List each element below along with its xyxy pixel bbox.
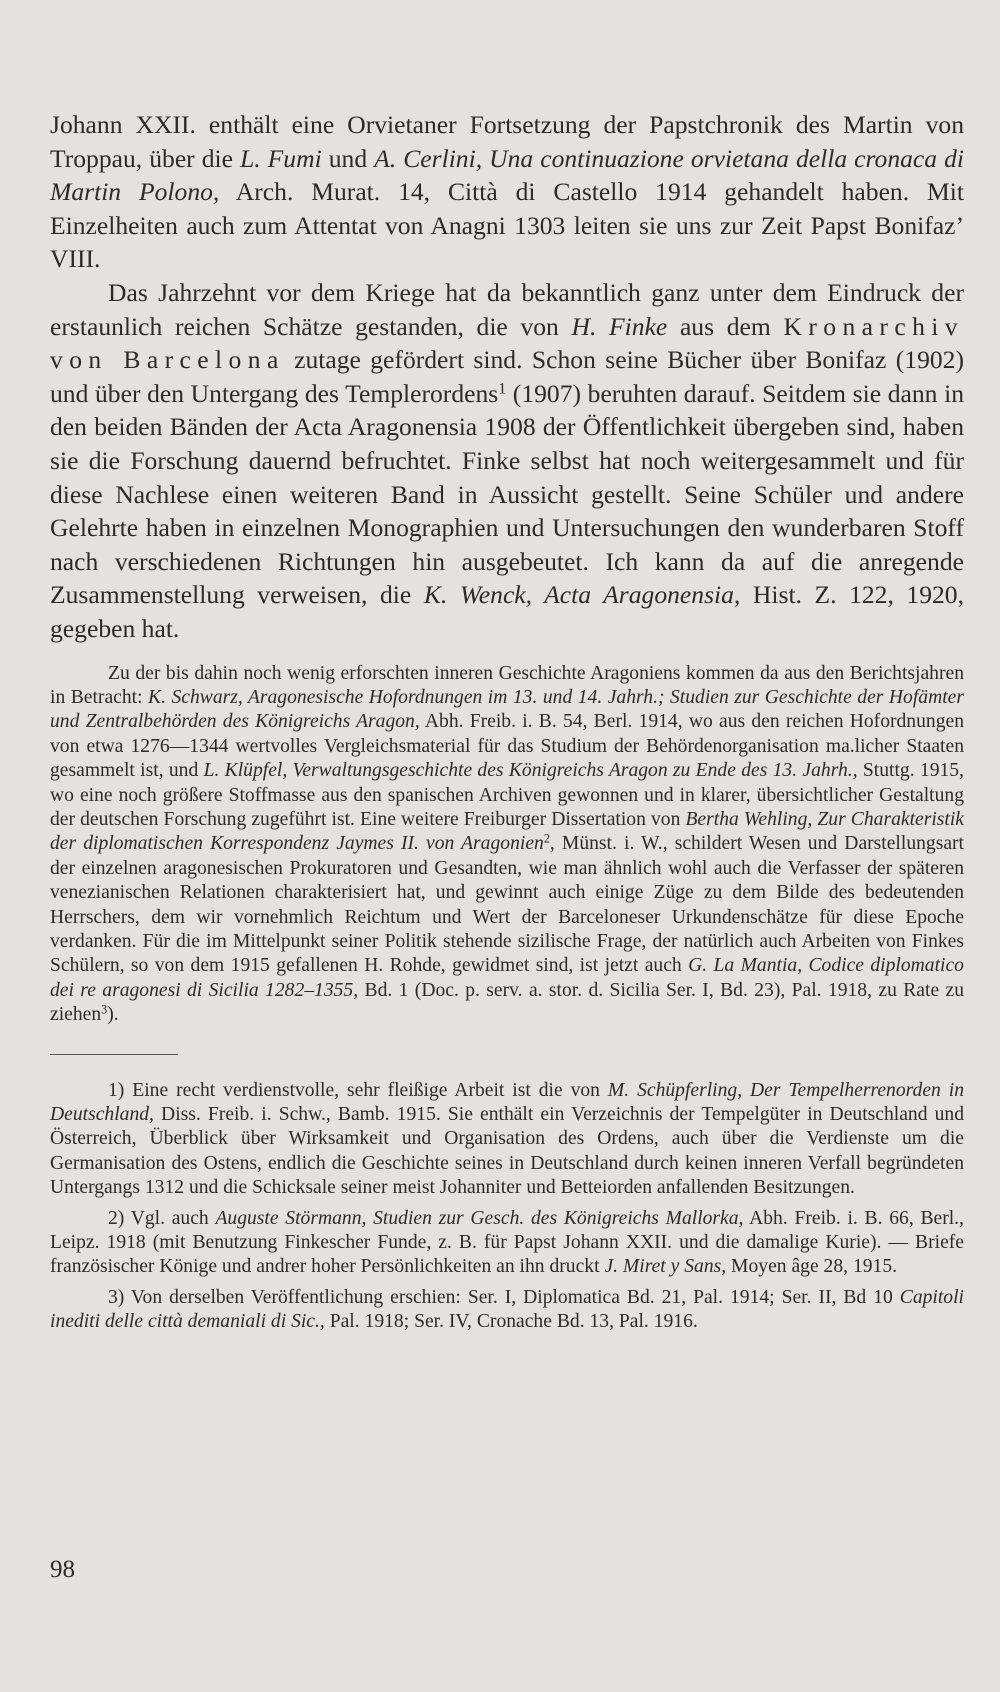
text-segment: Johann XXII. enthält eine Orvietaner Fortsetzung der Papstchronik des Martin von Troppau, über die: [50, 110, 964, 173]
text-segment: ).: [107, 1004, 119, 1026]
body-paragraph: [50, 276, 964, 646]
text-segment: Abh. Freib. i. B. 54, Berl. 1914, wo aus den reichen Hofordnungen von etwa 1276—1344 wertvolles Vergleichsmaterial für das Studium der Behördenorganisation ma.licher Staaten gesammelt ist, und: [50, 711, 964, 782]
footnote-reference: 3: [101, 1002, 108, 1017]
text-block: [50, 108, 964, 1335]
italic-text: Capitoli inediti delle città demaniali di Sic.,: [50, 1286, 964, 1333]
page-number: 98: [50, 1556, 75, 1583]
text-segment: Stuttg. 1915, wo eine noch größere Stoffmasse aus den spanischen Archiven gewonnen und in klarer, übersichtlicher Gestaltung der deutschen Forschung zugeführt ist. Eine weitere Freiburger Dissertation von: [50, 760, 964, 830]
text-segment: Bd. 1 (Doc. p. serv. a. stor. d. Sicilia Ser. I, Bd. 23), Pal. 1918, zu Rate zu ziehen: [50, 979, 964, 1026]
footnote: [50, 1079, 964, 1201]
text-segment: Pal. 1918; Ser. IV, Cronache Bd. 13, Pal. 1916.: [324, 1311, 698, 1333]
text-segment: (1907) beruhten darauf. Seitdem sie dann in den beiden Bänden der Acta Aragonensia 1908 der Öffentlichkeit übergeben sind, haben sie die Forschung dauernd befruchtet. Finke selbst hat noch weitergesammelt und für diese Nachlese einen weiteren Band in Aussicht gestellt. Seine Schüler und andere Gelehrte haben in einzelnen Monographien und Untersuchungen den wunderbaren Stoff nach verschiedenen Richtungen hin ausgebeutet. Ich kann da auf die anregende Zusammenstellung verweisen, die: [50, 378, 964, 610]
italic-text: K. Schwarz, Aragonesische Hofordnungen im 13. und 14. Jahrh.; Studien zur Geschichte der Hofämter und Zentralbehörden des Königreichs Aragon,: [50, 686, 964, 733]
small-print-paragraph: [50, 662, 964, 1028]
footnote: [50, 1286, 964, 1335]
text-segment: Zu der bis dahin noch wenig erforschten inneren Geschichte Aragoniens kommen da aus den Berichtsjahren in Betracht:: [50, 662, 964, 708]
italic-text: K. Wenck, Acta Aragonensia,: [423, 580, 741, 610]
italic-text: A. Cerlini, Una continuazione orvietana della cronaca di Martin Polono,: [50, 143, 964, 207]
footnotes: [50, 1079, 964, 1335]
text-segment: Kronarchiv von Barcelona: [50, 311, 964, 375]
italic-text: Auguste Störmann, Studien zur Gesch. des Königreichs Mallorka,: [215, 1207, 744, 1229]
text-segment: Hist. Z. 122, 1920, gegeben hat.: [50, 580, 964, 643]
text-segment: , Münst. i. W., schildert Wesen und Darstellungsart der einzelnen aragonesischen Prokuratoren und Gesandten, wie man ähnlich wohl auch die Verfasser der späteren venezianischen Relationen charakterisiert hat, und gewinnt auch einige Züge zu dem Bilde des bedeutenden Herrschers, dem wir vornehmlich Reichtum und Wert der Barceloneser Urkundenschätze für diese Epoche verdanken. Für die im Mittelpunkt seiner Politik stehende sizilische Frage, der natürlich auch Arbeiten von Finkes Schülern, so von dem 1915 gefallenen H. Rohde, gewidmet sind, ist jetzt auch: [50, 833, 964, 977]
text-segment: 3) Von derselben Veröffentlichung erschien: Ser. I, Diplomatica Bd. 21, Pal. 1914; Ser. II, Bd 10: [108, 1286, 900, 1308]
text-segment: 1) Eine recht verdienstvolle, sehr fleißige Arbeit ist die von: [108, 1079, 608, 1101]
italic-text: G. La Mantia, Codice diplomatico dei re aragonesi di Sicilia 1282–1355,: [50, 955, 964, 1001]
italic-text: L. Fumi: [240, 143, 322, 173]
small-print-section: [50, 662, 964, 1028]
text-segment: und: [321, 143, 375, 173]
main-text: [50, 108, 964, 646]
body-paragraph: [50, 108, 964, 276]
footnote-separator: [50, 1054, 178, 1055]
italic-text: Bertha Wehling, Zur Charakteristik der diplomatischen Korrespondenz Jaymes II. von Aragonien: [50, 808, 964, 855]
text-segment: 2) Vgl. auch: [108, 1207, 216, 1229]
italic-text: J. Miret y Sans,: [604, 1256, 727, 1278]
italic-text: M. Schüpferling, Der Tempelherrenorden in Deutschland,: [50, 1079, 964, 1125]
text-segment: Diss. Freib. i. Schw., Bamb. 1915. Sie enthält ein Verzeichnis der Tempelgüter in Deutschland und Österreich, Überblick über Wirksamkeit und Organisation des Ordens, auch über die Verdienste um die Germanisation des Ostens, endlich die Geschichte seines in Deutschland durch keinen inneren Verfall begründeten Untergangs 1312 und die Schicksale seiner meist Johanniter und Betteiorden anfallenden Besitzungen.: [50, 1104, 964, 1199]
footnote-reference: 1: [498, 380, 507, 398]
text-segment: aus dem: [667, 311, 784, 341]
footnote-reference: 2: [543, 831, 550, 846]
footnote: [50, 1207, 964, 1280]
text-segment: Abh. Freib. i. B. 66, Berl., Leipz. 1918 (mit Benutzung Finkescher Funde, z. B. für Papst Johann XXII. und die damalige Kurie). — Briefe französischer Könige und andrer hoher Persönlichkeiten an ihn druckt: [50, 1207, 964, 1278]
text-segment: zutage gefördert sind. Schon seine Bücher über Bonifaz (1902) und über den Untergang des Templerordens: [50, 345, 964, 408]
italic-text: H. Finke: [571, 311, 668, 341]
text-segment: Moyen âge 28, 1915.: [726, 1256, 898, 1278]
italic-text: L. Klüpfel, Verwaltungsgeschichte des Königreichs Aragon zu Ende des 13. Jahrh.,: [203, 760, 858, 782]
text-segment: Arch. Murat. 14, Città di Castello 1914 gehandelt haben. Mit Einzelheiten auch zum Attentat von Anagni 1303 leiten sie uns zur Zeit Papst Bonifaz’ VIII.: [50, 177, 964, 274]
text-segment: Das Jahrzehnt vor dem Kriege hat da bekanntlich ganz unter dem Eindruck der erstaunlich reichen Schätze gestanden, die von: [50, 277, 964, 341]
